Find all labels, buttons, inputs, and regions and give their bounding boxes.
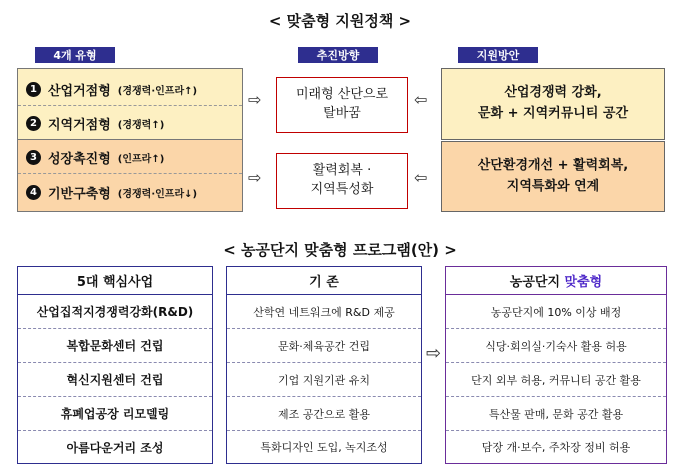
core-item: 산업집적지경쟁력강화(R&D) xyxy=(18,295,212,329)
type-detail: (경쟁력↑) xyxy=(117,120,165,131)
direction-line1: 미래형 산단으로 xyxy=(295,87,389,103)
custom-item: 단지 외부 허용, 커뮤니티 공간 활용 xyxy=(446,363,666,397)
custom-item: 식당·회의실·기숙사 활용 허용 xyxy=(446,329,666,363)
existing-item: 기업 지원기관 유치 xyxy=(227,363,421,397)
custom-header-highlight: 맞춤형 xyxy=(564,275,603,290)
type-detail: (경쟁력·인프라↓) xyxy=(117,188,198,200)
existing-item: 제조 공간으로 활용 xyxy=(227,397,421,431)
arrow-left-icon: ⇦ xyxy=(414,90,428,109)
arrow-right-icon: ⇨ xyxy=(248,168,262,187)
direction-line2: 탈바꿈 xyxy=(323,106,361,121)
custom-header xyxy=(446,267,666,295)
existing-table xyxy=(226,266,422,464)
core-item: 아름다운거리 조성 xyxy=(66,440,164,455)
support-line1: 산단환경개선 + 활력회복, xyxy=(477,157,629,173)
support-line2: 문화 + 지역커뮤니티 공간 xyxy=(477,106,629,121)
core-item: 혁신지원센터 건립 xyxy=(18,363,212,397)
types-box xyxy=(17,68,243,212)
custom-item: 농공단지에 10% 이상 배정 xyxy=(446,295,666,329)
direction-line1: 활력회복 · xyxy=(312,163,372,179)
core-header: 5대 핵심사업 xyxy=(18,267,212,295)
support-box-1 xyxy=(441,68,665,140)
direction-box-2 xyxy=(276,153,408,209)
support-line1: 산업경쟁력 강화, xyxy=(504,85,602,101)
number-badge: 1 xyxy=(26,82,41,97)
type-name: 기반구축형 xyxy=(48,186,111,202)
arrow-right-icon: ⇨ xyxy=(426,343,442,364)
type-row-4 xyxy=(18,175,242,209)
core-projects-table xyxy=(17,266,213,464)
number-badge: 3 xyxy=(26,150,41,165)
type-detail: (인프라↑) xyxy=(117,153,165,165)
arrow-right-icon: ⇨ xyxy=(248,90,262,109)
core-item: 복합문화센터 건립 xyxy=(18,329,212,363)
existing-item: 특화디자인 도입, 녹지조성 xyxy=(260,441,388,454)
custom-table xyxy=(445,266,667,464)
existing-item: 문화·체육공간 건립 xyxy=(227,329,421,363)
type-detail: (경쟁력·인프라↑) xyxy=(117,86,198,97)
core-item: 휴폐업공장 리모델링 xyxy=(18,397,212,431)
support-header: 지원방안 xyxy=(458,47,538,63)
custom-header-prefix: 농공단지 xyxy=(509,275,565,290)
custom-item: 담장 개·보수, 주차장 정비 허용 xyxy=(481,441,631,454)
types-header: 4개 유형 xyxy=(35,47,115,63)
type-name: 지역거점형 xyxy=(48,118,111,133)
type-row-3 xyxy=(18,141,242,174)
type-row-1 xyxy=(18,74,242,106)
support-line2: 지역특화와 연계 xyxy=(506,178,600,194)
number-badge: 4 xyxy=(26,185,41,200)
arrow-left-icon: ⇦ xyxy=(414,168,428,187)
program-title: < 농공단지 맞춤형 프로그램(안) > xyxy=(223,241,457,259)
type-name: 산업거점형 xyxy=(48,84,111,99)
number-badge: 2 xyxy=(26,116,41,131)
policy-title: < 맞춤형 지원정책 > xyxy=(268,12,412,30)
existing-header: 기 존 xyxy=(227,267,421,295)
direction-header: 추진방향 xyxy=(298,47,378,63)
type-name: 성장촉진형 xyxy=(48,151,111,167)
direction-line2: 지역특성화 xyxy=(310,182,374,197)
type-row-2 xyxy=(18,107,242,140)
custom-item: 특산물 판매, 문화 공간 활용 xyxy=(446,397,666,431)
direction-box-1 xyxy=(276,77,408,133)
support-box-2 xyxy=(441,141,665,212)
existing-item: 산학연 네트워크에 R&D 제공 xyxy=(227,295,421,329)
